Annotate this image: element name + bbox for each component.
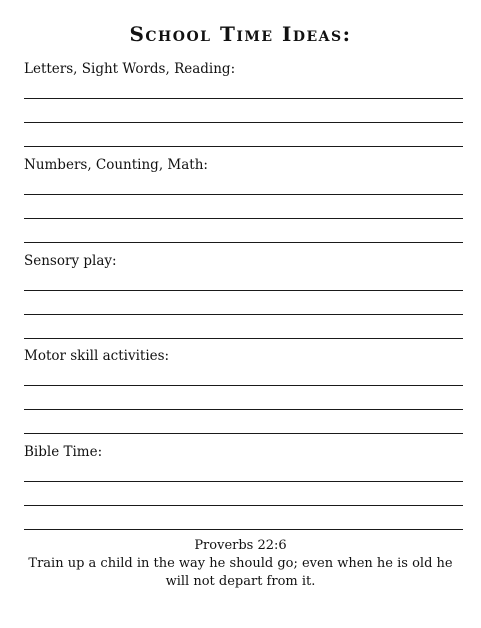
section-motor-skills [24,348,463,438]
writing-line[interactable] [24,146,463,147]
scripture-verse: Train up a child in the way he should go; even when he is old he will not depart from it. [28,556,453,589]
writing-line[interactable] [24,122,463,123]
writing-line[interactable] [24,481,463,482]
section-label-bible-time: Bible Time: [24,444,103,460]
writing-line[interactable] [24,409,463,410]
writing-line[interactable] [24,338,463,339]
section-label-numbers: Numbers, Counting, Math: [24,157,208,173]
writing-line[interactable] [24,290,463,291]
writing-line[interactable] [24,433,463,434]
writing-line[interactable] [24,218,463,219]
writing-line[interactable] [24,529,463,530]
writing-line[interactable] [24,98,463,99]
writing-line[interactable] [24,505,463,506]
section-label-sensory: Sensory play: [24,253,117,269]
writing-line[interactable] [24,385,463,386]
scripture-reference: Proverbs 22:6 [194,538,287,553]
section-bible-time [24,444,463,534]
section-sensory [24,253,463,343]
page-title: School Time Ideas: [129,22,352,46]
writing-line[interactable] [24,242,463,243]
section-letters [24,61,463,151]
writing-line[interactable] [24,314,463,315]
section-numbers [24,157,463,247]
section-label-motor-skills: Motor skill activities: [24,348,170,364]
writing-line[interactable] [24,194,463,195]
section-label-letters: Letters, Sight Words, Reading: [24,61,236,77]
